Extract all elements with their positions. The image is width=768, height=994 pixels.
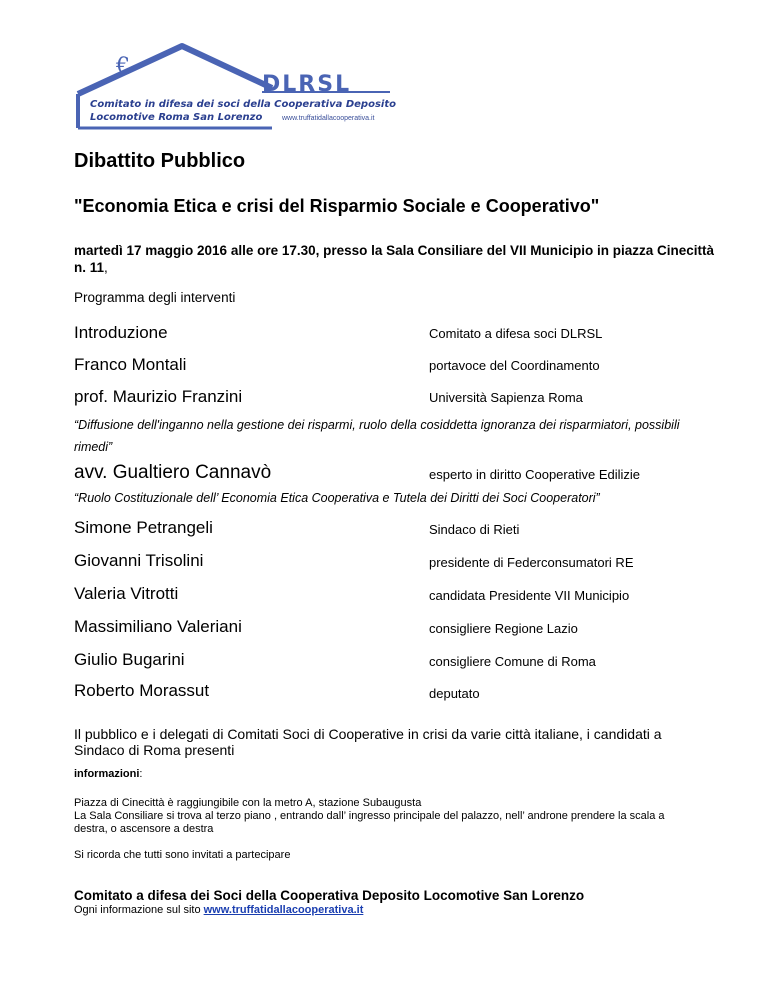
talk-title-cannavo: “Ruolo Costituzionale dell’ Economia Etica Cooperativa e Tutela dei Diritti dei Soci Cooperatori” — [74, 491, 600, 505]
audience-note: Il pubblico e i delegati di Comitati Soci di Cooperative in crisi da varie città italiane, i candidati a Sindaco di Roma presenti — [74, 726, 662, 758]
speaker-name: Franco Montali — [74, 355, 187, 374]
reminder-text: Si ricorda che tutti sono invitati a partecipare — [74, 849, 291, 861]
footer-line — [74, 904, 363, 916]
speaker-role: deputato — [429, 686, 480, 701]
speaker-role: portavoce del Coordinamento — [429, 358, 600, 373]
speaker-role: candidata Presidente VII Municipio — [429, 588, 630, 603]
speaker-name: prof. Maurizio Franzini — [74, 387, 243, 406]
speaker-role: Comitato a difesa soci DLRSL — [429, 326, 603, 341]
speaker-role: consigliere Regione Lazio — [429, 621, 578, 636]
page-subtitle: "Economia Etica e crisi del Risparmio Sociale e Cooperativo" — [74, 196, 600, 216]
logo-line-1: Comitato in difesa dei soci della Cooperativa Deposito — [90, 99, 396, 110]
speaker-name: avv. Gualtiero Cannavò — [74, 462, 272, 483]
info-line: La Sala Consiliare si trova al terzo piano , entrando dall’ ingresso principale del palazzo, nell’ androne prendere la scala a destra, o ascensore a destra — [74, 810, 665, 835]
speaker-name: Roberto Morassut — [74, 681, 210, 700]
speaker-name: Giovanni Trisolini — [74, 551, 204, 570]
talk-title-franzini: “Diffusione dell'inganno nella gestione dei risparmi, ruolo della cosiddetta ignoranza dei risparmiatori, possibili rimedi” — [74, 418, 680, 454]
logo-line-2: Locomotive Roma San Lorenzo — [90, 112, 263, 123]
speaker-role: presidente di Federconsumatori RE — [429, 555, 634, 570]
dlrsl-logo — [72, 42, 402, 132]
speaker-role: Università Sapienza Roma — [429, 390, 583, 405]
speaker-name: Introduzione — [74, 323, 168, 342]
dateline-text: martedì 17 maggio 2016 alle ore 17.30, presso la Sala Consiliare del VII Municipio in piazza Cinecittà n. 11 — [74, 243, 714, 275]
speaker-name: Simone Petrangeli — [74, 518, 213, 537]
program-heading: Programma degli interventi — [74, 290, 236, 305]
info-label-colon: : — [139, 768, 143, 780]
page-title: Dibattito Pubblico — [74, 150, 246, 172]
event-dateline — [74, 242, 714, 276]
speaker-role: esperto in diritto Cooperative Edilizie — [429, 467, 640, 482]
speaker-name: Valeria Vitrotti — [74, 584, 179, 603]
info-body — [74, 797, 694, 836]
speaker-name: Giulio Bugarini — [74, 650, 185, 669]
speaker-role: Sindaco di Rieti — [429, 522, 520, 537]
info-label — [74, 768, 142, 780]
speaker-name: Massimiliano Valeriani — [74, 617, 242, 636]
speaker-role: consigliere Comune di Roma — [429, 654, 596, 669]
info-label-text: informazioni — [74, 768, 140, 780]
logo-acronym: DLRSL — [262, 72, 352, 97]
euro-icon: € — [116, 54, 130, 79]
footer-text: Ogni informazione sul sito — [74, 904, 204, 916]
dateline-suffix: , — [104, 260, 108, 275]
footer-title: Comitato a difesa dei Soci della Cooperativa Deposito Locomotive San Lorenzo — [74, 888, 585, 903]
logo-url: www.truffatidallacooperativa.it — [282, 115, 375, 122]
info-line: Piazza di Cinecittà è raggiungibile con la metro A, stazione Subaugusta — [74, 797, 422, 809]
website-link[interactable]: www.truffatidallacooperativa.it — [203, 904, 364, 916]
